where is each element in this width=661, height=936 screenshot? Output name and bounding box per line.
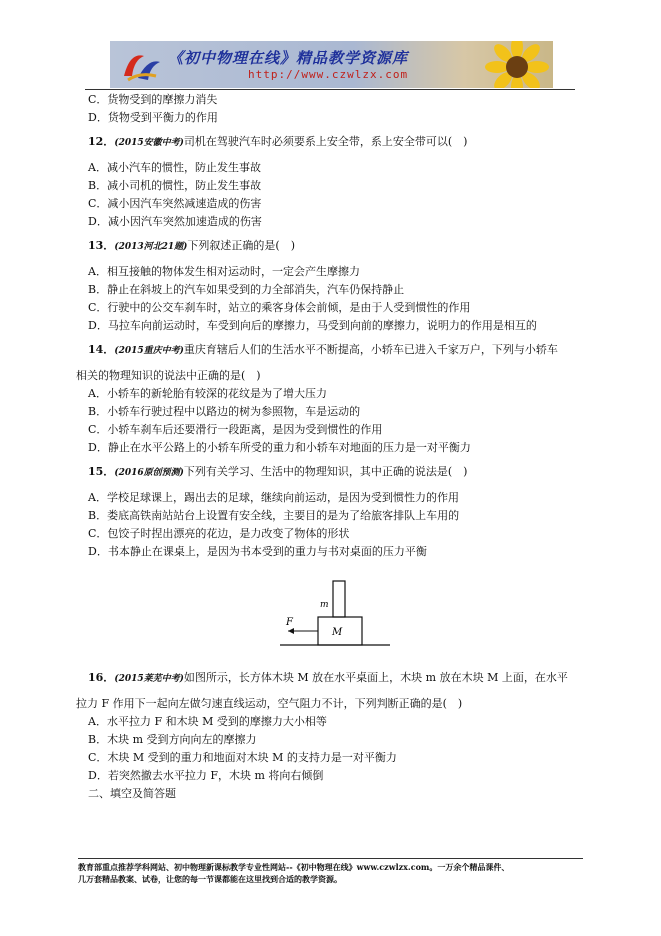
line-text: 相关的物理知识的说法中正确的是( ): [76, 369, 261, 382]
question-source: (2015莱芜中考): [114, 674, 184, 684]
text-line: [88, 423, 382, 437]
text-line: [88, 527, 349, 541]
line-text: 如图所示，长方体木块 M 放在水平桌面上，木块 m 放在木块 M 上面，在水平: [183, 671, 568, 684]
question-stem: [88, 671, 568, 686]
line-text: B．木块 m 受到方向向左的摩擦力: [88, 733, 257, 746]
text-line: [88, 283, 404, 297]
text-line: [88, 93, 217, 107]
line-text: B．小轿车行驶过程中以路边的树为参照物，车是运动的: [88, 405, 361, 418]
question-source: (2016原创预测): [114, 468, 184, 478]
line-text: B．减小司机的惯性，防止发生事故: [88, 179, 262, 192]
text-line: [88, 545, 427, 559]
line-text: B．娄底高铁南站站台上设置有安全线，主要目的是为了给旅客排队上车用的: [88, 509, 460, 522]
sunflower-icon: [485, 41, 549, 88]
text-line: [76, 369, 261, 383]
question-source: (2013河北21题): [114, 242, 188, 252]
line-text: D．马拉车向前运动时，车受到向后的摩擦力，马受到向前的摩擦力，说明力的作用是相互的: [88, 319, 537, 332]
line-text: D．静止在水平公路上的小轿车所受的重力和小轿车对地面的压力是一对平衡力: [88, 441, 471, 454]
line-text: 重庆育辖后人们的生活水平不断提高，小轿车已进入千家万户，下列与小轿车: [183, 343, 558, 356]
banner-title: 《初中物理在线》精品教学资源库: [168, 49, 409, 67]
text-line: [88, 197, 261, 211]
header-banner: [110, 41, 553, 88]
text-line: [88, 509, 459, 523]
line-text: D．书本静止在课桌上，是因为书本受到的重力与书对桌面的压力平衡: [88, 545, 427, 558]
label-F: F: [286, 617, 293, 628]
line-text: 二、填空及简答题: [88, 787, 176, 800]
footer-line-1: 教育部重点推荐学科网站、初中物理新课标教学专业性网站--《初中物理在线》www.czwlzx.com。一万余个精品课件、: [78, 862, 510, 872]
question-stem: [88, 135, 467, 150]
text-line: [88, 161, 261, 175]
text-line: [88, 733, 257, 747]
label-M: M: [332, 627, 343, 638]
line-text: A．小轿车的新轮胎有较深的花纹是为了增大压力: [88, 387, 327, 400]
line-text: C．减小因汽车突然减速造成的伤害: [88, 197, 262, 210]
label-m: m: [320, 600, 329, 610]
question-number: 14．: [88, 343, 115, 356]
block-figure: [280, 577, 390, 647]
text-line: [88, 787, 176, 801]
text-line: [88, 179, 261, 193]
question-stem: [88, 343, 558, 358]
question-stem: [88, 465, 467, 480]
text-line: [88, 301, 470, 315]
small-block-m: [333, 581, 345, 617]
line-text: 拉力 F 作用下一起向左做匀速直线运动，空气阻力不计，下列判断正确的是( ): [76, 697, 463, 710]
footer-line-2: 几万套精品教案、试卷，让您的每一节课都能在这里找到合适的教学资源。: [78, 874, 342, 884]
line-text: 下列有关学习、生活中的物理知识，其中正确的说法是( ): [183, 465, 468, 478]
line-text: 司机在驾驶汽车时必须要系上安全带，系上安全带可以( ): [183, 135, 468, 148]
text-line: [88, 265, 360, 279]
question-source: (2015安徽中考): [114, 138, 184, 148]
text-line: [88, 111, 218, 125]
line-text: B．静止在斜坡上的汽车如果受到的力全部消失，汽车仍保持静止: [88, 283, 405, 296]
line-text: C．木块 M 受到的重力和地面对木块 M 的支持力是一对平衡力: [88, 751, 397, 764]
line-text: C．行驶中的公交车刹车时，站立的乘客身体会前倾，是由于人受到惯性的作用: [88, 301, 471, 314]
line-text: A．水平拉力 F 和木块 M 受到的摩擦力大小相等: [88, 715, 327, 728]
text-line: [88, 715, 327, 729]
question-number: 15．: [88, 465, 115, 478]
text-line: [88, 405, 360, 419]
text-line: [88, 751, 397, 765]
line-text: D．货物受到平衡力的作用: [88, 111, 218, 124]
question-source: (2015重庆中考): [114, 346, 184, 356]
header-rule: [85, 89, 575, 90]
question-number: 16．: [88, 671, 115, 684]
line-text: C．货物受到的摩擦力消失: [88, 93, 218, 106]
text-line: [88, 387, 327, 401]
line-text: 下列叙述正确的是( ): [187, 239, 295, 252]
line-text: D．若突然撤去水平拉力 F，木块 m 将向右倾倒: [88, 769, 324, 782]
line-text: D．减小因汽车突然加速造成的伤害: [88, 215, 262, 228]
banner-url[interactable]: http://www.czwlzx.com: [248, 68, 409, 81]
text-line: [76, 697, 462, 711]
question-number: 13．: [88, 239, 115, 252]
text-line: [88, 441, 471, 455]
line-text: A．学校足球课上，踢出去的足球，继续向前运动，是因为受到惯性力的作用: [88, 491, 459, 504]
footer-rule: [78, 858, 583, 859]
arrow-head-icon: [288, 628, 294, 634]
line-text: A．相互接触的物体发生相对运动时，一定会产生摩擦力: [88, 265, 360, 278]
question-stem: [88, 239, 295, 254]
text-line: [88, 491, 459, 505]
text-line: [88, 319, 537, 333]
text-line: [88, 769, 323, 783]
question-number: 12．: [88, 135, 115, 148]
line-text: A．减小汽车的惯性，防止发生事故: [88, 161, 261, 174]
line-text: C．小轿车刹车后还要滑行一段距离，是因为受到惯性的作用: [88, 423, 383, 436]
logo-icon: [120, 46, 164, 84]
line-text: C．包饺子时捏出漂亮的花边，是力改变了物体的形状: [88, 527, 350, 540]
text-line: [88, 215, 262, 229]
